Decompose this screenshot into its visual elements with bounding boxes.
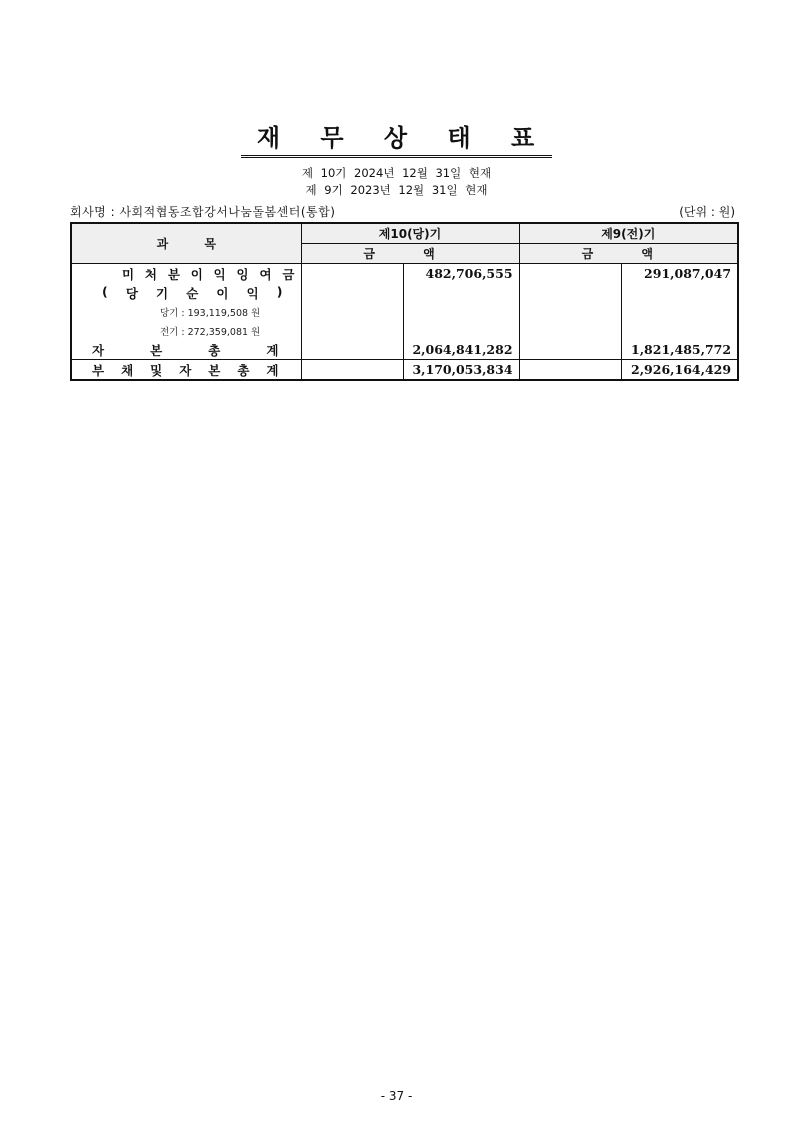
unit-label: (단위 : 원) [679, 205, 735, 219]
equity-total-previous: 1,821,485,772 [631, 342, 732, 357]
label-char: 잉 [236, 266, 249, 282]
label-char: 당 [125, 285, 138, 301]
label-char: 본 [208, 362, 221, 378]
document-title: 재 무 상 태 표 [0, 118, 793, 158]
label-char: 처 [144, 266, 157, 282]
retained-earnings-previous: 291,087,047 [644, 266, 732, 281]
label-char: 익 [246, 285, 259, 301]
row-label-retained-earnings [122, 265, 295, 283]
label-char: 자 [179, 362, 192, 378]
label-char: 자 [92, 342, 105, 358]
current-period: 제 10기 2024년 12월 31일 현재 [301, 166, 492, 180]
row-label-equity-total [92, 341, 279, 359]
header-current-period: 제10(당)기 [301, 223, 519, 244]
label-char: 이 [216, 285, 229, 301]
label-char: 익 [213, 266, 226, 282]
amount-label-current: 금 액 [301, 244, 519, 264]
page-number: - 37 - [380, 1089, 413, 1103]
retained-earnings-current: 482,706,555 [403, 264, 519, 284]
table-row [71, 321, 738, 340]
label-char: 계 [266, 362, 279, 378]
label-char: 총 [208, 342, 221, 358]
row-label-net-income [102, 284, 283, 302]
table-row [71, 340, 738, 360]
label-char: 및 [150, 362, 163, 378]
table-row [71, 360, 738, 381]
header-previous-period: 제9(전)기 [519, 223, 738, 244]
label-char: 계 [266, 342, 279, 358]
header-item: 과 목 [71, 223, 301, 264]
label-char: 총 [237, 362, 250, 378]
company-name: 회사명 : 사회적협동조합강서나눔돌봄센터(통합) [70, 205, 336, 219]
label-char: 부 [92, 362, 105, 378]
label-char: 채 [121, 362, 134, 378]
table-row [71, 283, 738, 302]
label-char: 미 [122, 266, 135, 282]
label-char: 이 [190, 266, 203, 282]
table-row [71, 302, 738, 321]
label-char: ( [102, 283, 108, 299]
row-label-liabilities-equity-total [92, 361, 279, 379]
header-row [71, 223, 738, 244]
label-char: 금 [282, 266, 295, 282]
liabilities-equity-total-previous: 2,926,164,429 [621, 360, 738, 381]
label-char: 기 [156, 285, 169, 301]
label-char: 분 [167, 266, 180, 282]
net-income-current-note: 당기 : 193,119,508 원 [71, 302, 301, 321]
balance-sheet-table [70, 222, 739, 381]
label-char: 여 [259, 266, 272, 282]
equity-total-current: 2,064,841,282 [403, 340, 519, 360]
label-char: ) [276, 283, 283, 299]
net-income-previous-note: 전기 : 272,359,081 원 [71, 321, 301, 340]
table-row [71, 264, 738, 284]
label-char: 순 [186, 285, 199, 301]
amount-label-previous: 금 액 [519, 244, 738, 264]
previous-period: 제 9기 2023년 12월 31일 현재 [305, 183, 488, 197]
liabilities-equity-total-current: 3,170,053,834 [403, 360, 519, 381]
label-char: 본 [150, 342, 163, 358]
